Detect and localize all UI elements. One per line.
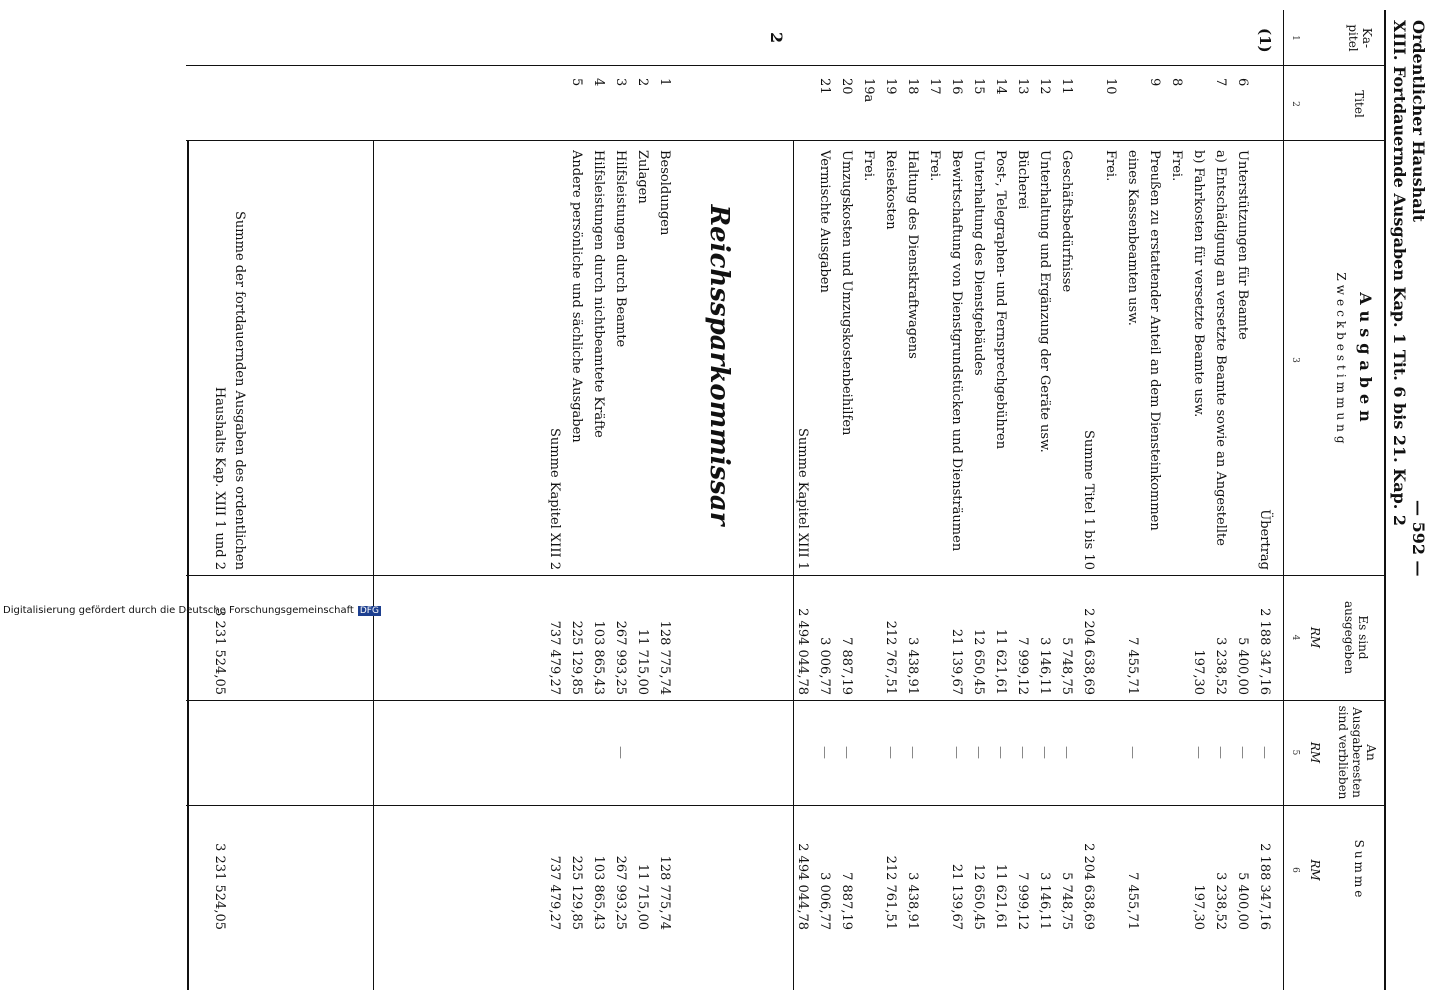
- ausgabereste-cell: —: [1037, 746, 1052, 759]
- table-row: [924, 0, 944, 1000]
- description-cell: Geschäftsbedürfnisse: [1059, 150, 1074, 293]
- description-cell: Übertrag: [1257, 509, 1272, 570]
- titel-cell: 14: [993, 78, 1008, 95]
- description-cell: Preußen zu erstattender Anteil an dem Diensteinkommen: [1147, 150, 1162, 531]
- chapter-1-end-rule: [793, 140, 794, 990]
- description-cell: Vermischte Ausgaben: [817, 150, 832, 293]
- summe-cell: 2 188 347,16: [1257, 843, 1272, 930]
- titel-cell: 3: [613, 78, 628, 87]
- table-row: [1122, 0, 1142, 1000]
- chapter-label-1: (1): [1256, 28, 1274, 53]
- titel-cell: 19a: [861, 78, 876, 103]
- table-row: [990, 0, 1010, 1000]
- titel-cell: 10: [1103, 78, 1118, 95]
- table-row: [1210, 0, 1230, 1000]
- summe-cell: 11 715,00: [635, 863, 650, 930]
- titel-cell: 11: [1059, 78, 1074, 95]
- ausgegeben-cell: 7 999,12: [1015, 637, 1030, 695]
- description-cell: eines Kassenbeamten usw.: [1125, 150, 1140, 326]
- table-row: [968, 0, 988, 1000]
- table-row: [858, 0, 878, 1000]
- col-head-ausgegeben: Es sind ausgegeben: [1342, 600, 1370, 675]
- col-currency-5: RM: [1308, 741, 1322, 764]
- table-row: [1144, 0, 1164, 1000]
- col-number-6: 6: [1290, 867, 1300, 873]
- description-cell: b) Fahrkosten für versetzte Beamte usw.: [1191, 150, 1206, 418]
- description-cell: Haltung des Dienstkraftwagens: [905, 150, 920, 359]
- ausgegeben-cell: 3 438,91: [905, 637, 920, 695]
- titel-cell: 16: [949, 78, 964, 95]
- ausgegeben-cell: 5 748,75: [1059, 637, 1074, 695]
- ausgabereste-cell: —: [817, 746, 832, 759]
- description-cell: Summe Kapitel XIII 1: [795, 428, 810, 570]
- table-row: [946, 0, 966, 1000]
- table-row: [814, 0, 834, 1000]
- section-title: Reichssparkommissar: [704, 204, 734, 526]
- table-row: [1166, 0, 1186, 1000]
- table-bottom-rule: [187, 140, 189, 990]
- titel-cell: 12: [1037, 78, 1052, 95]
- ausgegeben-cell: 2 494 044,78: [795, 608, 810, 695]
- summe-cell: 225 129,85: [569, 855, 584, 930]
- ausgegeben-cell: 7 455,71: [1125, 637, 1140, 695]
- header-left-title: Ordentlicher Haushalt: [1409, 20, 1428, 223]
- chapter-2-end-rule: [373, 140, 374, 990]
- description-cell: Bewirtschaftung von Dienstgrundstücken und Diensträumen: [949, 150, 964, 552]
- dfg-logo: DFG: [359, 606, 379, 616]
- titel-cell: 1: [657, 78, 672, 87]
- titel-cell: 7: [1213, 78, 1228, 87]
- table-row: [1100, 0, 1120, 1000]
- description-cell: Besoldungen: [657, 150, 672, 236]
- ausgegeben-cell: 11 715,00: [635, 628, 650, 695]
- titel-cell: 15: [971, 78, 986, 95]
- ausgegeben-cell: 267 993,25: [613, 620, 628, 695]
- ausgabereste-cell: —: [1235, 746, 1250, 759]
- titel-cell: 5: [569, 78, 584, 87]
- summe-cell: 737 479,27: [547, 855, 562, 930]
- summe-cell: 2 494 044,78: [795, 843, 810, 930]
- titel-cell: 20: [839, 78, 854, 95]
- ausgabereste-cell: —: [949, 746, 964, 759]
- grand-total-row-2: [209, 0, 229, 1000]
- summe-cell: 3 006,77: [817, 872, 832, 930]
- description-cell: Frei.: [1169, 150, 1184, 182]
- table-row: [880, 0, 900, 1000]
- description-cell: Umzugskosten und Umzugskostenbeihilfen: [839, 150, 854, 436]
- table-row: [1056, 0, 1076, 1000]
- summe-cell: 7 455,71: [1125, 872, 1140, 930]
- summe-cell: 21 139,67: [949, 863, 964, 930]
- description-cell: Andere persönliche und sächliche Ausgaben: [569, 150, 584, 443]
- col-head-summe: Summe: [1352, 839, 1366, 901]
- description-cell: Frei.: [927, 150, 942, 182]
- funding-note-text: Digitalisierung gefördert durch die Deutsche Forschungsgemeinschaft: [3, 605, 354, 616]
- ausgegeben-cell: 12 650,45: [971, 628, 986, 695]
- summe-cell: 2 204 638,69: [1081, 843, 1096, 930]
- ausgegeben-cell: 737 479,27: [547, 620, 562, 695]
- ausgabereste-cell: —: [1213, 746, 1228, 759]
- ausgegeben-cell: 2 188 347,16: [1257, 608, 1272, 695]
- ausgegeben-cell: 7 887,19: [839, 637, 854, 695]
- summe-cell: 212 761,51: [883, 855, 898, 930]
- table-row: [588, 0, 608, 1000]
- table-row: [1188, 0, 1208, 1000]
- table-row: [1078, 0, 1098, 1000]
- ausgegeben-cell: 2 204 638,69: [1081, 608, 1096, 695]
- table-row: [1232, 0, 1252, 1000]
- ausgegeben-cell: 21 139,67: [949, 628, 964, 695]
- ausgegeben-cell: 3 238,52: [1213, 637, 1228, 695]
- description-cell: Unterhaltung des Dienstgebäudes: [971, 150, 986, 376]
- col-currency-6: RM: [1308, 859, 1322, 881]
- description-cell: Unterstützungen für Beamte: [1235, 150, 1250, 340]
- summe-cell: 103 865,43: [591, 855, 606, 930]
- col-head-titel: Titel: [1352, 90, 1366, 118]
- ausgabereste-cell: —: [883, 746, 898, 759]
- description-cell: Frei.: [861, 150, 876, 182]
- titel-cell: 21: [817, 78, 832, 95]
- table-row: [902, 0, 922, 1000]
- description-cell: Summe Titel 1 bis 10: [1081, 429, 1096, 570]
- table-row: [836, 0, 856, 1000]
- titel-cell: 4: [591, 78, 606, 87]
- description-cell: Reisekosten: [883, 150, 898, 230]
- summe-cell: 128 775,74: [657, 855, 672, 930]
- table-row: [566, 0, 586, 1000]
- grand-total-summe: 3 231 524,05: [212, 843, 227, 930]
- titel-cell: 6: [1235, 78, 1250, 87]
- description-cell: Zulagen: [635, 150, 650, 204]
- ausgabereste-cell: —: [1059, 746, 1074, 759]
- description-cell: Frei.: [1103, 150, 1118, 182]
- description-cell: Summe Kapitel XIII 2: [547, 428, 562, 570]
- ausgabereste-cell: —: [905, 746, 920, 759]
- col-head-ausgaben: Ausgaben: [1356, 292, 1375, 428]
- titel-cell: 17: [927, 78, 942, 95]
- table-row: [792, 0, 812, 1000]
- summe-cell: 12 650,45: [971, 863, 986, 930]
- header-left-subtitle: XIII. Fortdauernde Ausgaben Kap. 1 Tit. 6 bis 21. Kap. 2: [1390, 20, 1409, 527]
- summe-cell: 267 993,25: [613, 855, 628, 930]
- description-cell: Unterhaltung und Ergänzung der Geräte usw.: [1037, 150, 1052, 453]
- summe-cell: 3 438,91: [905, 872, 920, 930]
- ausgabereste-cell: —: [993, 746, 1008, 759]
- summe-cell: 197,30: [1191, 884, 1206, 930]
- ausgegeben-cell: 3 006,77: [817, 637, 832, 695]
- description-cell: Hilfsleistungen durch nichtbeamtete Kräfte: [591, 150, 606, 438]
- summe-cell: 5 400,00: [1235, 872, 1250, 930]
- grand-total-line2: Haushalts Kap. XIII 1 und 2: [212, 386, 227, 570]
- summe-cell: 3 238,52: [1213, 872, 1228, 930]
- ausgabereste-cell: —: [1257, 746, 1272, 759]
- table-row: [610, 0, 630, 1000]
- titel-cell: 9: [1147, 78, 1162, 87]
- titel-cell: 13: [1015, 78, 1030, 95]
- ausgegeben-cell: 225 129,85: [569, 620, 584, 695]
- ausgabereste-cell: —: [839, 746, 854, 759]
- ausgegeben-cell: 103 865,43: [591, 620, 606, 695]
- col-head-kapitel: Ka- pitel: [1346, 24, 1374, 52]
- col-number-1: 1: [1290, 35, 1300, 41]
- grand-total-line1: Summe der fortdauernden Ausgaben des ordentlichen: [232, 211, 247, 570]
- description-cell: Post-, Telegraphen- und Fernsprechgebühren: [993, 150, 1008, 450]
- summe-cell: 3 146,11: [1037, 872, 1052, 930]
- ausgabereste-cell: —: [1191, 746, 1206, 759]
- ausgegeben-cell: 3 146,11: [1037, 637, 1052, 695]
- summe-cell: 5 748,75: [1059, 872, 1074, 930]
- summe-cell: 7 887,19: [839, 872, 854, 930]
- description-cell: Hilfsleistungen durch Beamte: [613, 150, 628, 348]
- ausgegeben-cell: 5 400,00: [1235, 637, 1250, 695]
- ausgegeben-cell: 11 621,61: [993, 628, 1008, 695]
- table-row: [1012, 0, 1032, 1000]
- funding-note: [3, 605, 381, 616]
- titel-cell: 2: [635, 78, 650, 87]
- table-row: [632, 0, 652, 1000]
- grand-total-row: [229, 0, 249, 1000]
- ausgabereste-cell: —: [1125, 746, 1140, 759]
- ausgegeben-cell: 197,30: [1191, 649, 1206, 695]
- ausgabereste-cell: —: [1015, 746, 1030, 759]
- col-head-zweckbestimmung: Zweckbestimmung: [1334, 272, 1348, 448]
- table-top-rule: [1384, 10, 1386, 990]
- col-number-5: 5: [1290, 749, 1300, 756]
- table-row: [1254, 0, 1274, 1000]
- table-row: [654, 0, 674, 1000]
- ausgegeben-cell: 212 767,51: [883, 620, 898, 695]
- header-bottom-rule: [1283, 10, 1284, 990]
- table-row: [1034, 0, 1054, 1000]
- ausgabereste-cell: —: [971, 746, 986, 759]
- titel-cell: 18: [905, 78, 920, 95]
- grand-total-ausgegeben: 3 231 524,05: [212, 608, 227, 695]
- col-number-4: 4: [1290, 634, 1300, 641]
- ausgabereste-cell: —: [613, 746, 628, 759]
- col-number-2: 2: [1290, 101, 1300, 107]
- description-cell: a) Entschädigung an versetzte Beamte sowie an Angestellte: [1213, 150, 1228, 546]
- col-currency-4: RM: [1308, 626, 1322, 649]
- page-number: — 592 —: [1409, 500, 1428, 577]
- titel-cell: 8: [1169, 78, 1184, 87]
- col-number-3: 3: [1290, 357, 1300, 363]
- col-head-ausgabereste: An Ausgaberesten sind verblieben: [1336, 705, 1378, 800]
- chapter-label-2: 2: [767, 32, 786, 44]
- table-row: [544, 0, 564, 1000]
- titel-cell: 19: [883, 78, 898, 95]
- summe-cell: 7 999,12: [1015, 872, 1030, 930]
- description-cell: Bücherei: [1015, 150, 1030, 210]
- summe-cell: 11 621,61: [993, 863, 1008, 930]
- ausgegeben-cell: 128 775,74: [657, 620, 672, 695]
